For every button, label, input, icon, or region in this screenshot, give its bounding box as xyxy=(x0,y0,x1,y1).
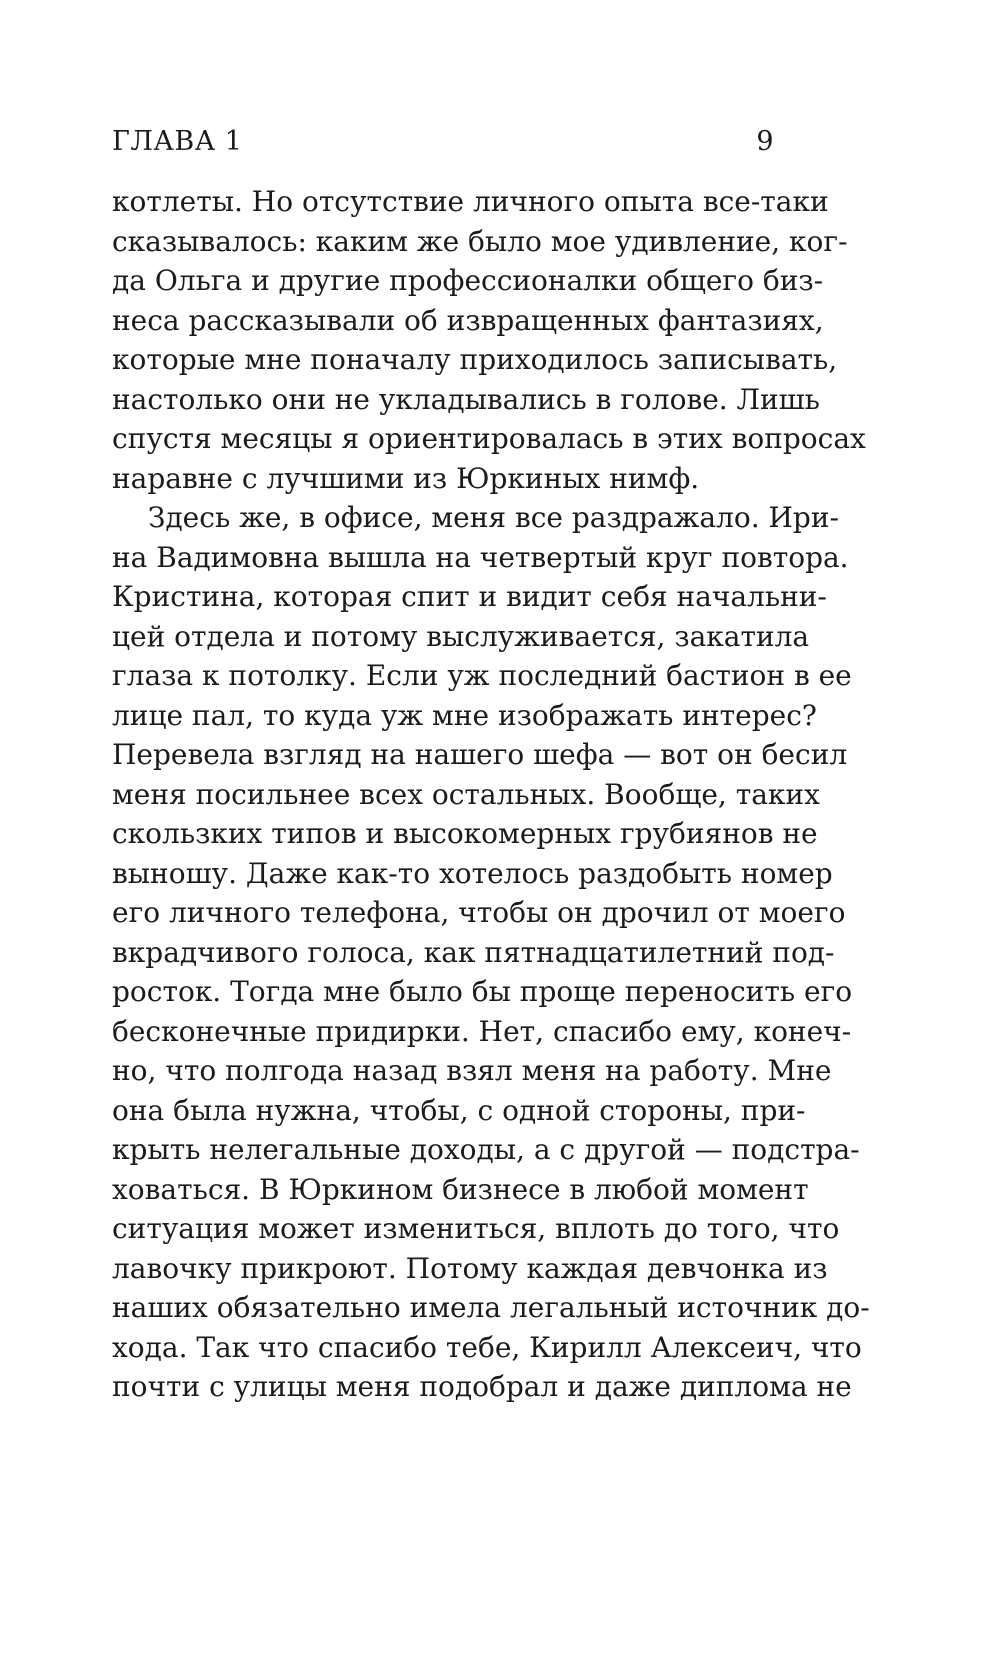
text-line: ситуация может измениться, вплоть до того, что xyxy=(112,1212,840,1245)
paragraph-1 xyxy=(112,182,866,498)
text-line: Перевела взгляд на нашего шефа — вот он бесил xyxy=(112,738,848,771)
text-line: росток. Тогда мне было бы проще переносить его xyxy=(112,975,853,1008)
body-text xyxy=(112,182,870,1407)
text-line: меня посильнее всех остальных. Вообще, таких xyxy=(112,777,820,811)
text-line: да Ольга и другие профессионалки общего биз- xyxy=(112,264,824,297)
text-line: настолько они не укладывались в голове. Лишь xyxy=(112,382,820,416)
text-line: наравне с лучшими из Юркиных нимф. xyxy=(112,461,700,495)
paragraph-2 xyxy=(112,498,870,1407)
text-line: глаза к потолку. Если уж последний бастион в ее xyxy=(112,659,852,692)
text-line: лице пал, то куда уж мне изображать интерес? xyxy=(112,698,817,732)
text-line: лавочку прикроют. Потому каждая девчонка из xyxy=(112,1251,828,1285)
text-line: которые мне поначалу приходилось записывать, xyxy=(112,343,838,376)
text-line: на Вадимовна вышла на четвертый круг повтора. xyxy=(112,540,849,574)
running-head xyxy=(112,126,774,166)
text-line: выношу. Даже как-то хотелось раздобыть номер xyxy=(112,856,833,890)
text-line: ховаться. В Юркином бизнесе в любой момент xyxy=(112,1172,809,1206)
text-line: неса рассказывали об извращенных фантазиях, xyxy=(112,303,824,337)
text-line: скользких типов и высокомерных грубиянов не xyxy=(112,817,818,850)
text-line: наших обязательно имела легальный источник до- xyxy=(112,1291,870,1324)
text-line: но, что полгода назад взял меня на работу. Мне xyxy=(112,1054,832,1087)
text-line: вкрадчивого голоса, как пятнадцатилетний под- xyxy=(112,935,835,969)
text-line: Кристина, которая спит и видит себя начальни- xyxy=(112,580,827,613)
page-number: 9 xyxy=(756,126,774,157)
text-line: она была нужна, чтобы, с одной стороны, при- xyxy=(112,1093,806,1127)
chapter-label: ГЛАВА 1 xyxy=(112,126,243,157)
text-line: почти с улицы меня подобрал и даже диплома не xyxy=(112,1370,852,1403)
text-line: его личного телефона, чтобы он дрочил от моего xyxy=(112,896,846,929)
text-line: бесконечные придирки. Нет, спасибо ему, конеч- xyxy=(112,1014,852,1048)
text-line: Здесь же, в офисе, меня все раздражало. Ири- xyxy=(148,501,839,534)
text-line: крыть нелегальные доходы, а с другой — подстра- xyxy=(112,1133,860,1166)
text-line: сказывалось: каким же было мое удивление, ког- xyxy=(112,224,848,258)
text-line: хода. Так что спасибо тебе, Кирилл Алексеич, что xyxy=(112,1330,862,1364)
text-line: цей отдела и потому выслуживается, закатила xyxy=(112,619,810,653)
text-line: котлеты. Но отсутствие личного опыта все-таки xyxy=(112,185,829,218)
text-line: спустя месяцы я ориентировалась в этих вопросах xyxy=(112,422,866,455)
